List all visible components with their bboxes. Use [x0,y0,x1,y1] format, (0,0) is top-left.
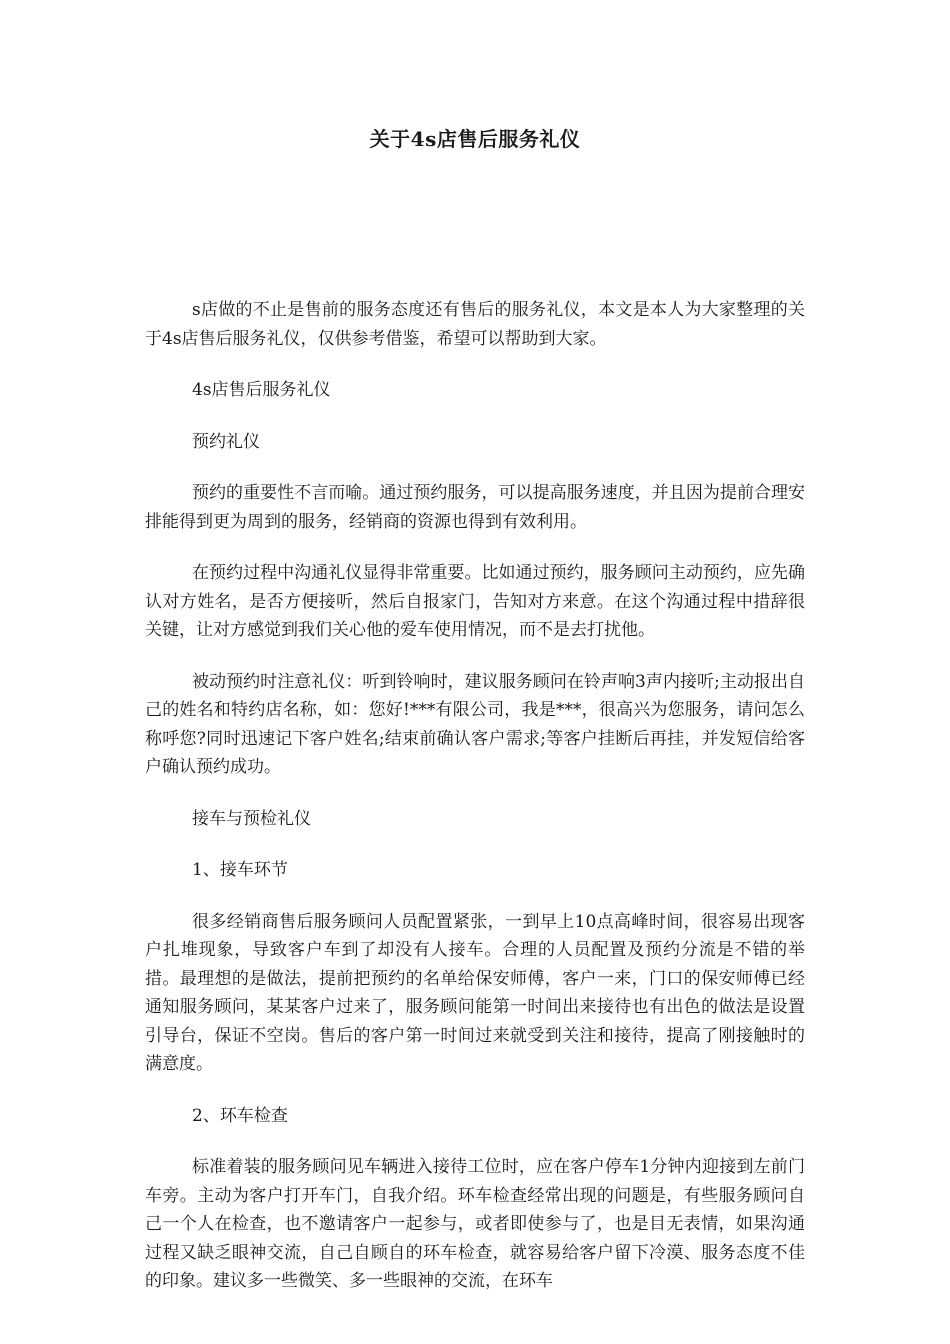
body-paragraph: 在预约过程中沟通礼仪显得非常重要。比如通过预约，服务顾问主动预约，应先确认对方姓名，是否方便接听，然后自报家门，告知对方来意。在这个沟通过程中措辞很关键，让对方感觉到我们关心他的爱车使用情况，而不是去打扰他。 [145,563,805,640]
body-paragraph: 被动预约时注意礼仪：听到铃响时，建议服务顾问在铃声响3声内接听;主动报出自己的姓名和特约店名称，如：您好!***有限公司，我是***，很高兴为您服务，请问怎么称呼您?同时迅速记下客户姓名;结束前确认客户需求;等客户挂断后再挂，并发短信给客户确认预约成功。 [145,671,805,777]
body-paragraph: 标准着装的服务顾问见车辆进入接待工位时，应在客户停车1分钟内迎接到左前门车旁。主动为客户打开车门，自我介绍。环车检查经常出现的问题是，有些服务顾问自己一个人在检查，也不邀请客户一起参与，或者即使参与了，也是目无表情，如果沟通过程又缺乏眼神交流，自己自顾自的环车检查，就容易给客户留下冷漠、服务态度不佳的印象。建议多一些微笑、多一些眼神的交流，在环车 [145,1157,805,1291]
section-heading: 4s店售后服务礼仪 [192,380,331,400]
subsection-heading: 接车与预检礼仪 [192,808,311,829]
body-paragraph: 很多经销商售后服务顾问人员配置紧张，一到早上10点高峰时间，很容易出现客户扎堆现象，导致客户车到了却没有人接车。合理的人员配置及预约分流是不错的举措。最理想的是做法，提前把预约的名单给保安师傅，客户一来，门口的保安师傅已经通知服务顾问，某某客户过来了，服务顾问能第一时间出来接待也有出色的做法是设置引导台，保证不空岗。售后的客户第一时间过来就受到关注和接待，提高了刚接触时的满意度。 [145,911,805,1074]
subsection-heading: 2、环车检查 [192,1105,288,1126]
intro-paragraph: s店做的不止是售前的服务态度还有售后的服务礼仪，本文是本人为大家整理的关于4s店售后服务礼仪，仅供参考借鉴，希望可以帮助到大家。 [145,300,805,349]
subsection-heading: 1、接车环节 [192,860,288,880]
document-title: 关于4s店售后服务礼仪 [369,127,581,151]
document-body [145,296,805,1319]
subsection-heading: 预约礼仪 [192,431,260,452]
body-paragraph: 预约的重要性不言而喻。通过预约服务，可以提高服务速度，并且因为提前合理安排能得到更为周到的服务，经销商的资源也得到有效利用。 [145,483,805,532]
